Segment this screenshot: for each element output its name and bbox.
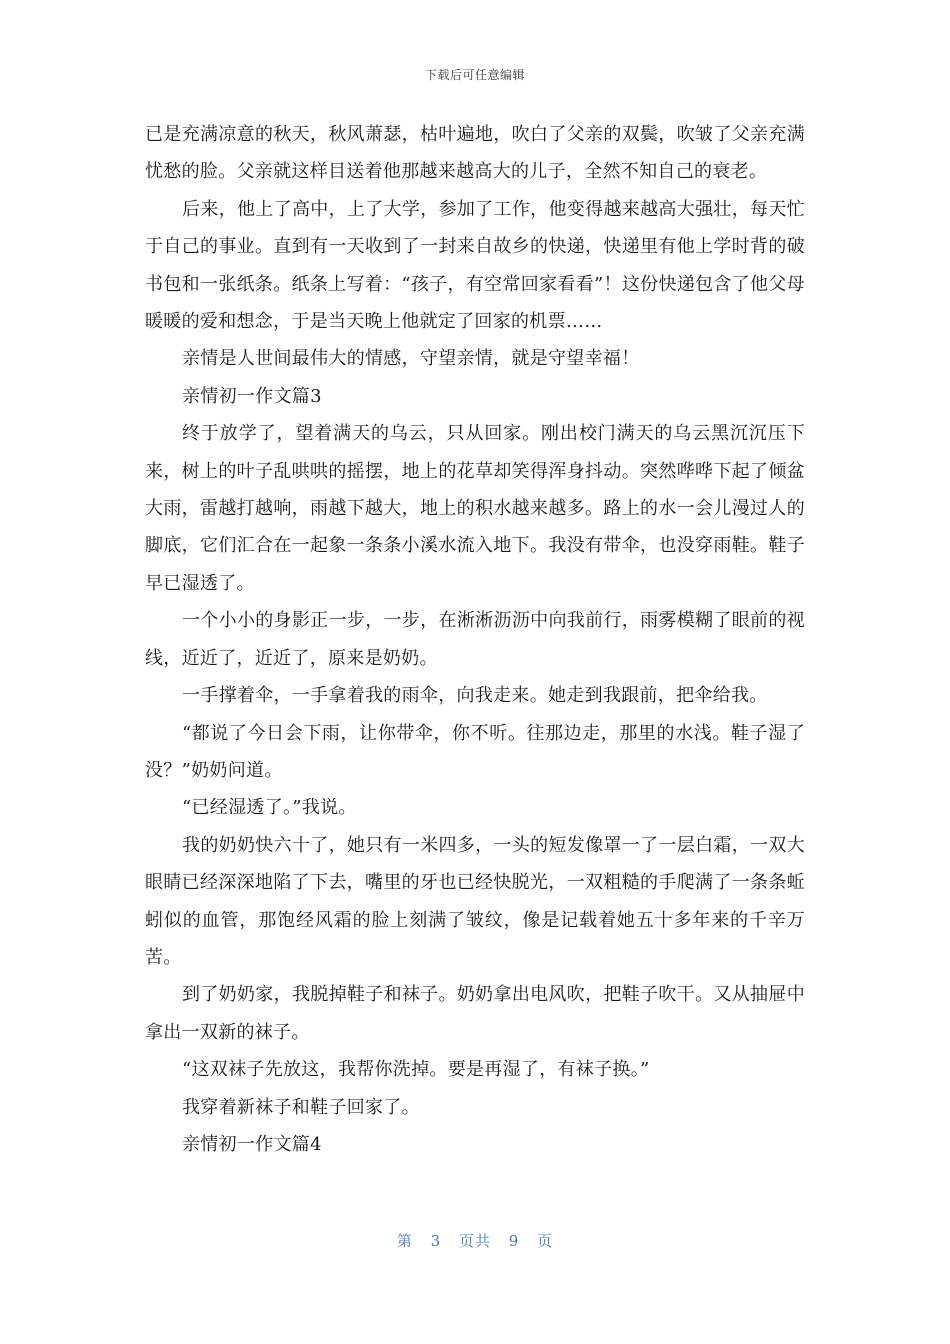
current-page-number: 3 — [430, 1232, 442, 1250]
page-header: 下载后可任意编辑 — [424, 68, 525, 82]
paragraph: 终于放学了，望着满天的乌云，只从回家。刚出校门满天的乌云黑沉沉压下来，树上的叶子乱哄哄的摇摆，地上的花草却笑得浑身抖动。突然哗哗下起了倾盆大雨，雷越打越响，雨越下越大，地上的积水越来越多。路上的水一会儿漫过人的脚底，它们汇合在一起象一条条小溪水流入地下。我没有带伞，也没穿雨鞋。鞋子早已湿透了。 — [145, 423, 805, 594]
paragraph: 我的奶奶快六十了，她只有一米四多，一头的短发像罩一了一层白霜，一双大眼睛已经深深地陷了下去，嘴里的牙也已经快脱光，一双粗糙的手爬满了一条条蚯蚓似的血管，那饱经风霜的脸上刻满了皱纹，像是记载着她五十多年来的千辛万苦。 — [145, 834, 805, 968]
paragraph: “都说了今日会下雨，让你带伞，你不听。往那边走，那里的水浅。鞋子湿了没？”奶奶问道。 — [145, 722, 805, 781]
footer-label: 页共 — [458, 1232, 491, 1250]
paragraph: 一个小小的身影正一步，一步，在淅淅沥沥中向我前行，雨雾模糊了眼前的视线，近近了，近近了，原来是奶奶。 — [145, 610, 805, 669]
section-heading: 亲情初一作文篇4 — [182, 1133, 322, 1155]
paragraph: 一手撑着伞，一手拿着我的雨伞，向我走来。她走到我跟前，把伞给我。 — [182, 685, 768, 707]
total-page-count: 9 — [508, 1232, 520, 1250]
paragraph: “这双袜子先放这，我帮你洗掉。要是再湿了，有袜子换。” — [182, 1059, 650, 1081]
page-footer — [0, 1230, 950, 1251]
paragraph: 后来，他上了高中，上了大学，参加了工作，他变得越来越高大强壮，每天忙于自己的事业。直到有一天收到了一封来自故乡的快递，快递里有他上学时背的破书包和一张纸条。纸条上写着：“孩子，有空常回家看看”！这份快递包含了他父母暖暖的爱和想念，于是当天晚上他就定了回家的机票…… — [145, 198, 805, 333]
section-heading: 亲情初一作文篇3 — [182, 385, 322, 407]
paragraph: 已是充满凉意的秋天，秋风萧瑟，枯叶遍地，吹白了父亲的双鬓，吹皱了父亲充满忧愁的脸。父亲就这样目送着他那越来越高大的儿子，全然不知自己的衰老。 — [145, 124, 805, 183]
paragraph: “已经湿透了。”我说。 — [182, 797, 357, 819]
paragraph: 到了奶奶家，我脱掉鞋子和袜子。奶奶拿出电风吹，把鞋子吹干。又从抽屉中拿出一双新的袜子。 — [145, 984, 805, 1043]
footer-label: 页 — [537, 1232, 554, 1250]
footer-label: 第 — [396, 1232, 413, 1250]
paragraph: 亲情是人世间最伟大的情感，守望亲情，就是守望幸福！ — [182, 348, 640, 370]
document-body — [145, 116, 805, 1163]
paragraph: 我穿着新袜子和鞋子回家了。 — [182, 1096, 420, 1118]
